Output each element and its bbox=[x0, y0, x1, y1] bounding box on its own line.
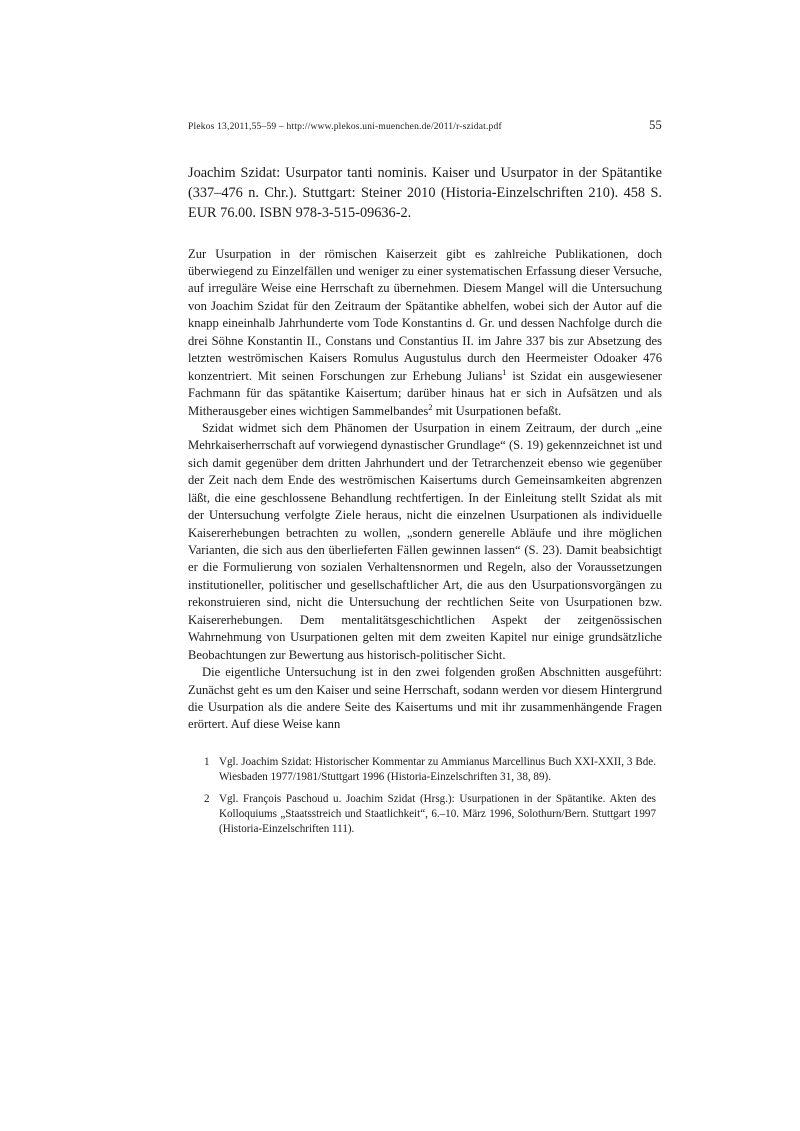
page-number: 55 bbox=[649, 118, 662, 132]
body-paragraph: Szidat widmet sich dem Phänomen der Usurpation in einem Zeitraum, der durch „eine Mehrkaiserherrschaft auf vorwiegend dynastischer Grundlage“ (S. 19) gekennzeichnet ist und sich damit gegenüber dem dritten Jahrhundert und der Tetrarchenzeit ebenso wie gegenüber der Zeit nach dem Ende des weströmischen Kaisertums durch Gemeinsamkeiten abgrenzen läßt, die eine geschlossene Behandlung rechtfertigen. In der Einleitung stellt Szidat als mit der Untersuchung verfolgte Ziele heraus, nicht die einzelnen Usurpationen als individuelle Kaisererhebungen betrachten zu wollen, „sondern generelle Abläufe und ihre möglichen Varianten, die sich aus den überlieferten Fällen gewinnen lassen“ (S. 23). Damit beabsichtigt er die Formulierung von sozialen Verhaltensnormen und Regeln, also der Voraussetzungen institutioneller, politischer und gesellschaftlicher Art, die aus den Usurpationsvorgängen zu rekonstruieren sind, nicht die Untersuchung der rechtlichen Seite von Usurpationen bzw. Kaisererhebungen. Dem mentalitätsgeschichtlichen Aspekt der zeitgenössischen Wahrnehmung von Usurpationen gelten mit dem zweiten Kapitel nur einige grundsätzliche Beobachtungen zur Bewertung aus historisch-politischer Sicht. bbox=[188, 420, 662, 662]
body-paragraph: Die eigentliche Untersuchung ist in den zwei folgenden großen Abschnitten ausgeführt: Zunächst geht es um den Kaiser und seine Herrschaft, sodann werden vor diesem Hintergrund die Usurpation als die andere Seite des Kaisertums und mit ihr zusammenhängende Fragen erörtert. Auf diese Weise kann bbox=[188, 665, 662, 732]
running-head-citation: Plekos 13,2011,55–59 – http://www.plekos.uni-muenchen.de/2011/r-szidat.pdf bbox=[188, 122, 502, 132]
footnote-item bbox=[204, 792, 656, 837]
footnote-item bbox=[204, 755, 656, 785]
footnote-number: 1 bbox=[204, 755, 210, 768]
review-title: Joachim Szidat: Usurpator tanti nominis. Kaiser und Usurpator in der Spätantike (337–476 n. Chr.). Stuttgart: Steiner 2010 (Historia-Einzelschriften 210). 458 S. EUR 76.00. ISBN 978-3-515-09636-2. bbox=[188, 165, 662, 221]
running-head bbox=[188, 118, 662, 133]
footnote-number: 2 bbox=[204, 792, 210, 805]
footnote-list bbox=[204, 755, 656, 837]
body-paragraph: Zur Usurpation in der römischen Kaiserzeit gibt es zahlreiche Publikationen, doch überwiegend zu Einzelfällen und weniger zu einer systematischen Erfassung dieser Versuche, auf irreguläre Weise eine Herrschaft zu übernehmen. Diesem Mangel will die Untersuchung von Joachim Szidat für den Zeitraum der Spätantike abhelfen, wobei sich der Autor auf die knapp eineinhalb Jahrhunderte vom Tode Konstantins d. Gr. und dessen Nachfolge durch die drei Söhne Konstantin II., Constans und Constantius II. im Jahre 337 bis zur Absetzung des letzten weströmischen Kaisers Romulus Augustulus durch den Heermeister Odoaker 476 konzentriert. Mit seinen Forschungen zur Erhebung Julians$^1$ ist Szidat ein ausgewiesener Fachmann für das spätantike Kaisertum; darüber hinaus hat er sich in Aufsätzen und als Mitherausgeber eines wichtigen Sammelbandes$^2$ mit Usurpationen befaßt. bbox=[188, 246, 662, 418]
footnote-text: Vgl. François Paschoud u. Joachim Szidat (Hrsg.): Usurpationen in der Spätantike. Akten des Kolloquiums „Staatsstreich und Staatlichkeit“, 6.–10. März 1996, Solothurn/Bern. Stuttgart 1997 (Historia-Einzelschriften 111). bbox=[219, 792, 656, 836]
page-content bbox=[188, 118, 662, 844]
footnote-text: Vgl. Joachim Szidat: Historischer Kommentar zu Ammianus Marcellinus Buch XXI-XXII, 3 Bde. Wiesbaden 1977/1981/Stuttgart 1996 (Historia-Einzelschriften 31, 38, 89). bbox=[219, 755, 656, 783]
